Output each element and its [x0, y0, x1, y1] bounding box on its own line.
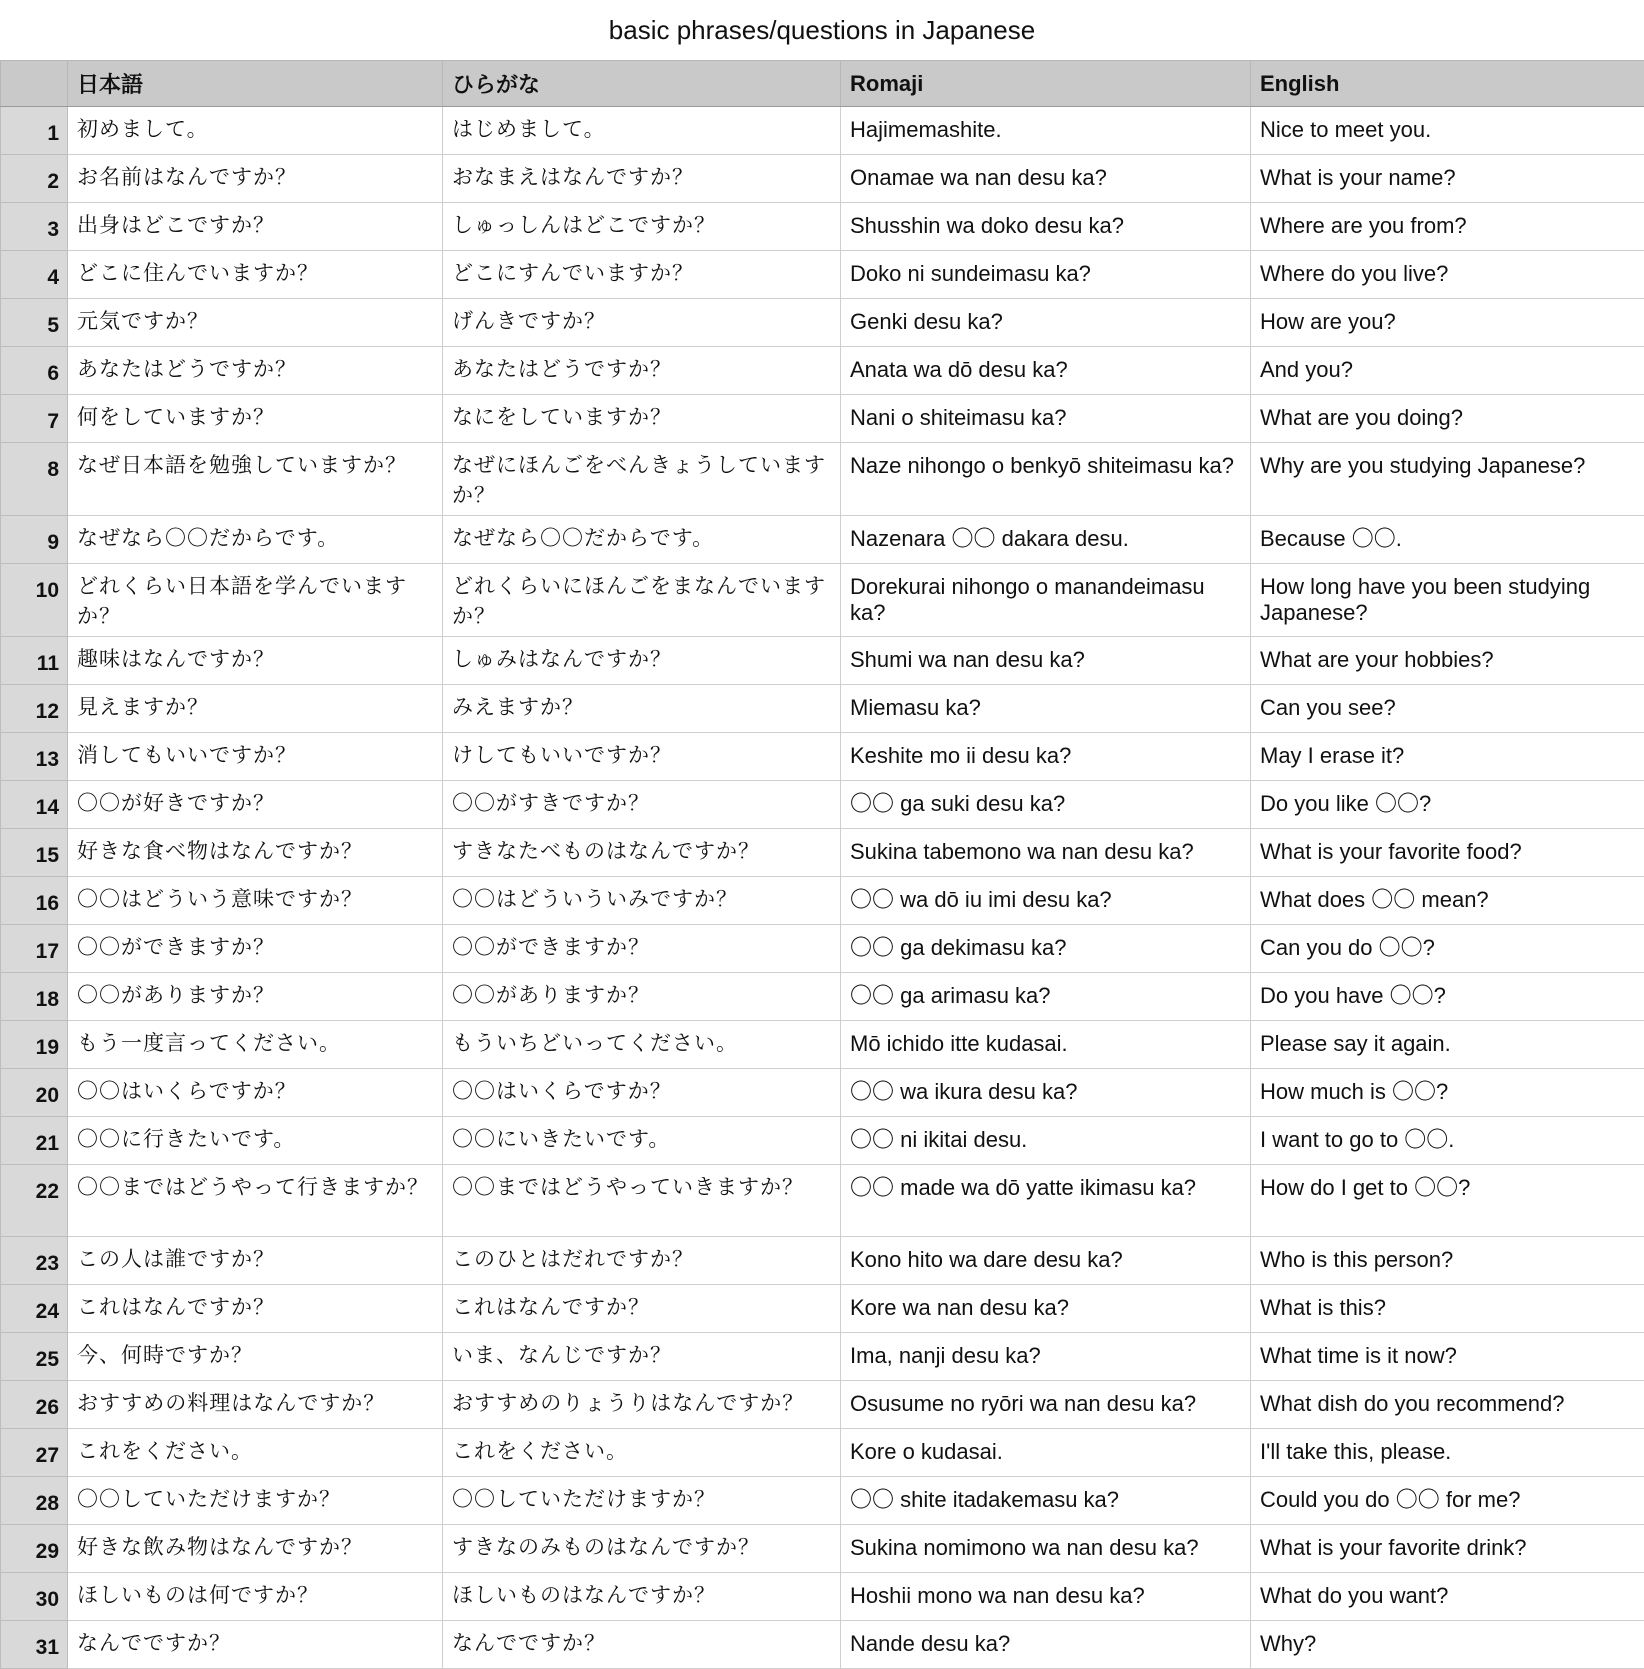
english-cell[interactable]: May I erase it?: [1251, 733, 1644, 781]
english-cell[interactable]: Do you like 〇〇?: [1251, 781, 1644, 829]
hiragana-cell[interactable]: すきなたべものはなんですか？: [443, 829, 841, 877]
table-row: [1, 564, 1644, 637]
sheet-title: basic phrases/questions in Japanese: [0, 8, 1644, 52]
row-number-cell[interactable]: 20: [1, 1069, 68, 1117]
japanese-cell[interactable]: 趣味はなんですか？: [68, 637, 443, 685]
romaji-cell[interactable]: Sukina nomimono wa nan desu ka?: [841, 1525, 1251, 1573]
row-number-cell[interactable]: 11: [1, 637, 68, 685]
hiragana-cell[interactable]: 〇〇がありますか？: [443, 973, 841, 1021]
romaji-cell[interactable]: Doko ni sundeimasu ka?: [841, 251, 1251, 299]
japanese-cell[interactable]: 〇〇はいくらですか？: [68, 1069, 443, 1117]
english-cell[interactable]: And you?: [1251, 347, 1644, 395]
hiragana-cell[interactable]: なにをしていますか？: [443, 395, 841, 443]
romaji-cell[interactable]: Shumi wa nan desu ka?: [841, 637, 1251, 685]
japanese-cell[interactable]: 今、何時ですか？: [68, 1333, 443, 1381]
japanese-cell[interactable]: なぜ日本語を勉強していますか？: [68, 443, 443, 516]
table-row: [1, 925, 1644, 973]
row-number-cell[interactable]: 27: [1, 1429, 68, 1477]
romaji-cell[interactable]: Osusume no ryōri wa nan desu ka?: [841, 1381, 1251, 1429]
japanese-cell[interactable]: 〇〇はどういう意味ですか？: [68, 877, 443, 925]
header-english[interactable]: English: [1251, 61, 1644, 107]
table-row: [1, 733, 1644, 781]
hiragana-cell[interactable]: 〇〇ができますか？: [443, 925, 841, 973]
hiragana-cell[interactable]: このひとはだれですか？: [443, 1237, 841, 1285]
romaji-cell[interactable]: Kore o kudasai.: [841, 1429, 1251, 1477]
table-row: [1, 973, 1644, 1021]
table-row: [1, 1381, 1644, 1429]
hiragana-cell[interactable]: これはなんですか？: [443, 1285, 841, 1333]
romaji-cell[interactable]: Onamae wa nan desu ka?: [841, 155, 1251, 203]
row-number-cell[interactable]: 19: [1, 1021, 68, 1069]
row-number-cell[interactable]: 22: [1, 1165, 68, 1237]
japanese-cell[interactable]: 好きな飲み物はなんですか？: [68, 1525, 443, 1573]
romaji-cell[interactable]: Kore wa nan desu ka?: [841, 1285, 1251, 1333]
row-number-cell[interactable]: 8: [1, 443, 68, 516]
row-number-cell[interactable]: 5: [1, 299, 68, 347]
header-romaji[interactable]: Romaji: [841, 61, 1251, 107]
table-row: [1, 1165, 1644, 1237]
row-number-cell[interactable]: 24: [1, 1285, 68, 1333]
japanese-cell[interactable]: 消してもいいですか？: [68, 733, 443, 781]
romaji-cell[interactable]: Miemasu ka?: [841, 685, 1251, 733]
row-number-cell[interactable]: 26: [1, 1381, 68, 1429]
table-row: [1, 781, 1644, 829]
row-number-cell[interactable]: 12: [1, 685, 68, 733]
row-number-cell[interactable]: 14: [1, 781, 68, 829]
table-row: [1, 155, 1644, 203]
hiragana-cell[interactable]: もういちどいってください。: [443, 1021, 841, 1069]
hiragana-cell[interactable]: 〇〇にいきたいです。: [443, 1117, 841, 1165]
hiragana-cell[interactable]: 〇〇はいくらですか？: [443, 1069, 841, 1117]
romaji-cell[interactable]: 〇〇 ga dekimasu ka?: [841, 925, 1251, 973]
romaji-cell[interactable]: Genki desu ka?: [841, 299, 1251, 347]
hiragana-cell[interactable]: これをください。: [443, 1429, 841, 1477]
english-cell[interactable]: I want to go to 〇〇.: [1251, 1117, 1644, 1165]
romaji-cell[interactable]: 〇〇 ga arimasu ka?: [841, 973, 1251, 1021]
english-cell[interactable]: How do I get to 〇〇?: [1251, 1165, 1644, 1237]
hiragana-cell[interactable]: 〇〇していただけますか？: [443, 1477, 841, 1525]
row-number-cell[interactable]: 21: [1, 1117, 68, 1165]
romaji-cell[interactable]: 〇〇 wa ikura desu ka?: [841, 1069, 1251, 1117]
japanese-cell[interactable]: これをください。: [68, 1429, 443, 1477]
table-row: [1, 1525, 1644, 1573]
english-cell[interactable]: Where are you from?: [1251, 203, 1644, 251]
table-row: [1, 1429, 1644, 1477]
row-number-cell[interactable]: 15: [1, 829, 68, 877]
english-cell[interactable]: Who is this person?: [1251, 1237, 1644, 1285]
english-cell[interactable]: How long have you been studying Japanese?: [1251, 564, 1644, 637]
hiragana-cell[interactable]: どこにすんでいますか？: [443, 251, 841, 299]
romaji-cell[interactable]: 〇〇 wa dō iu imi desu ka?: [841, 877, 1251, 925]
english-cell[interactable]: How much is 〇〇?: [1251, 1069, 1644, 1117]
table-row: [1, 395, 1644, 443]
hiragana-cell[interactable]: しゅみはなんですか？: [443, 637, 841, 685]
english-cell[interactable]: Please say it again.: [1251, 1021, 1644, 1069]
table-row: [1, 1069, 1644, 1117]
english-cell[interactable]: What does 〇〇 mean?: [1251, 877, 1644, 925]
english-cell[interactable]: What are your hobbies?: [1251, 637, 1644, 685]
hiragana-cell[interactable]: みえますか？: [443, 685, 841, 733]
table-row: [1, 1477, 1644, 1525]
romaji-cell[interactable]: Mō ichido itte kudasai.: [841, 1021, 1251, 1069]
english-cell[interactable]: Why?: [1251, 1621, 1644, 1669]
header-japanese[interactable]: 日本語: [68, 61, 443, 107]
japanese-cell[interactable]: お名前はなんですか？: [68, 155, 443, 203]
japanese-cell[interactable]: この人は誰ですか？: [68, 1237, 443, 1285]
romaji-cell[interactable]: Naze nihongo o benkyō shiteimasu ka?: [841, 443, 1251, 516]
english-cell[interactable]: Because 〇〇.: [1251, 516, 1644, 564]
table-row: [1, 516, 1644, 564]
table-row: [1, 347, 1644, 395]
table-row: [1, 203, 1644, 251]
row-number-cell[interactable]: 23: [1, 1237, 68, 1285]
table-row: [1, 107, 1644, 155]
row-number-cell[interactable]: 25: [1, 1333, 68, 1381]
japanese-cell[interactable]: あなたはどうですか？: [68, 347, 443, 395]
hiragana-cell[interactable]: どれくらいにほんごをまなんでいますか？: [443, 564, 841, 637]
hiragana-cell[interactable]: おすすめのりょうりはなんですか？: [443, 1381, 841, 1429]
english-cell[interactable]: Nice to meet you.: [1251, 107, 1644, 155]
japanese-cell[interactable]: なぜなら〇〇だからです。: [68, 516, 443, 564]
romaji-cell[interactable]: Anata wa dō desu ka?: [841, 347, 1251, 395]
english-cell[interactable]: Why are you studying Japanese?: [1251, 443, 1644, 516]
table-row: [1, 877, 1644, 925]
japanese-cell[interactable]: 何をしていますか？: [68, 395, 443, 443]
japanese-cell[interactable]: 見えますか？: [68, 685, 443, 733]
romaji-cell[interactable]: Hajimemashite.: [841, 107, 1251, 155]
english-cell[interactable]: What is your name?: [1251, 155, 1644, 203]
japanese-cell[interactable]: どれくらい日本語を学んでいますか？: [68, 564, 443, 637]
header-hiragana[interactable]: ひらがな: [443, 61, 841, 107]
english-cell[interactable]: Can you do 〇〇?: [1251, 925, 1644, 973]
row-number-cell[interactable]: 17: [1, 925, 68, 973]
romaji-cell[interactable]: Kono hito wa dare desu ka?: [841, 1237, 1251, 1285]
japanese-cell[interactable]: 〇〇まではどうやって行きますか？: [68, 1165, 443, 1237]
japanese-cell[interactable]: ほしいものは何ですか？: [68, 1573, 443, 1621]
row-number-cell[interactable]: 30: [1, 1573, 68, 1621]
romaji-cell[interactable]: Nani o shiteimasu ka?: [841, 395, 1251, 443]
japanese-cell[interactable]: 〇〇ができますか？: [68, 925, 443, 973]
hiragana-cell[interactable]: けしてもいいですか？: [443, 733, 841, 781]
row-number-cell[interactable]: 13: [1, 733, 68, 781]
japanese-cell[interactable]: 〇〇がありますか？: [68, 973, 443, 1021]
romaji-cell[interactable]: 〇〇 shite itadakemasu ka?: [841, 1477, 1251, 1525]
romaji-cell[interactable]: Nande desu ka?: [841, 1621, 1251, 1669]
romaji-cell[interactable]: Dorekurai nihongo o manandeimasu ka?: [841, 564, 1251, 637]
table-row: [1, 1021, 1644, 1069]
romaji-cell[interactable]: 〇〇 ga suki desu ka?: [841, 781, 1251, 829]
row-number-cell[interactable]: 2: [1, 155, 68, 203]
english-cell[interactable]: What time is it now?: [1251, 1333, 1644, 1381]
table-row: [1, 1573, 1644, 1621]
table-row: [1, 685, 1644, 733]
english-cell[interactable]: Do you have 〇〇?: [1251, 973, 1644, 1021]
romaji-cell[interactable]: 〇〇 made wa dō yatte ikimasu ka?: [841, 1165, 1251, 1237]
japanese-cell[interactable]: なんでですか？: [68, 1621, 443, 1669]
japanese-cell[interactable]: 出身はどこですか？: [68, 203, 443, 251]
table-row: [1, 1285, 1644, 1333]
row-number-cell[interactable]: 29: [1, 1525, 68, 1573]
row-number-cell[interactable]: 1: [1, 107, 68, 155]
romaji-cell[interactable]: Keshite mo ii desu ka?: [841, 733, 1251, 781]
hiragana-cell[interactable]: ほしいものはなんですか？: [443, 1573, 841, 1621]
row-number-cell[interactable]: 3: [1, 203, 68, 251]
header-row-number[interactable]: [1, 61, 68, 107]
table-row: [1, 299, 1644, 347]
hiragana-cell[interactable]: げんきですか？: [443, 299, 841, 347]
row-number-cell[interactable]: 28: [1, 1477, 68, 1525]
english-cell[interactable]: What dish do you recommend?: [1251, 1381, 1644, 1429]
row-number-cell[interactable]: 6: [1, 347, 68, 395]
table-row: [1, 637, 1644, 685]
english-cell[interactable]: I'll take this, please.: [1251, 1429, 1644, 1477]
english-cell[interactable]: How are you?: [1251, 299, 1644, 347]
hiragana-cell[interactable]: おなまえはなんですか？: [443, 155, 841, 203]
hiragana-cell[interactable]: すきなのみものはなんですか？: [443, 1525, 841, 1573]
japanese-cell[interactable]: 好きな食べ物はなんですか？: [68, 829, 443, 877]
table-row: [1, 829, 1644, 877]
english-cell[interactable]: What is this?: [1251, 1285, 1644, 1333]
english-cell[interactable]: Could you do 〇〇 for me?: [1251, 1477, 1644, 1525]
english-cell[interactable]: What do you want?: [1251, 1573, 1644, 1621]
row-number-cell[interactable]: 7: [1, 395, 68, 443]
row-number-cell[interactable]: 10: [1, 564, 68, 637]
table-body: [1, 107, 1644, 1669]
table-row: [1, 251, 1644, 299]
japanese-cell[interactable]: 初めまして。: [68, 107, 443, 155]
table-row: [1, 1117, 1644, 1165]
romaji-cell[interactable]: Hoshii mono wa nan desu ka?: [841, 1573, 1251, 1621]
hiragana-cell[interactable]: なぜにほんごをべんきょうしていますか？: [443, 443, 841, 516]
english-cell[interactable]: Can you see?: [1251, 685, 1644, 733]
hiragana-cell[interactable]: 〇〇はどういういみですか？: [443, 877, 841, 925]
english-cell[interactable]: What is your favorite food?: [1251, 829, 1644, 877]
hiragana-cell[interactable]: 〇〇まではどうやっていきますか？: [443, 1165, 841, 1237]
japanese-cell[interactable]: 〇〇に行きたいです。: [68, 1117, 443, 1165]
table-row: [1, 1621, 1644, 1669]
romaji-cell[interactable]: Ima, nanji desu ka?: [841, 1333, 1251, 1381]
romaji-cell[interactable]: Sukina tabemono wa nan desu ka?: [841, 829, 1251, 877]
hiragana-cell[interactable]: なぜなら〇〇だからです。: [443, 516, 841, 564]
row-number-cell[interactable]: 9: [1, 516, 68, 564]
english-cell[interactable]: Where do you live?: [1251, 251, 1644, 299]
hiragana-cell[interactable]: 〇〇がすきですか？: [443, 781, 841, 829]
hiragana-cell[interactable]: はじめまして。: [443, 107, 841, 155]
english-cell[interactable]: What is your favorite drink?: [1251, 1525, 1644, 1573]
row-number-cell[interactable]: 4: [1, 251, 68, 299]
row-number-cell[interactable]: 16: [1, 877, 68, 925]
table-row: [1, 1333, 1644, 1381]
phrases-table: [0, 60, 1644, 1669]
japanese-cell[interactable]: これはなんですか？: [68, 1285, 443, 1333]
japanese-cell[interactable]: おすすめの料理はなんですか？: [68, 1381, 443, 1429]
english-cell[interactable]: What are you doing?: [1251, 395, 1644, 443]
table-row: [1, 443, 1644, 516]
row-number-cell[interactable]: 31: [1, 1621, 68, 1669]
hiragana-cell[interactable]: あなたはどうですか？: [443, 347, 841, 395]
hiragana-cell[interactable]: いま、なんじですか？: [443, 1333, 841, 1381]
romaji-cell[interactable]: Shusshin wa doko desu ka?: [841, 203, 1251, 251]
japanese-cell[interactable]: 〇〇が好きですか？: [68, 781, 443, 829]
japanese-cell[interactable]: どこに住んでいますか？: [68, 251, 443, 299]
hiragana-cell[interactable]: なんでですか？: [443, 1621, 841, 1669]
header-row: [1, 61, 1644, 107]
japanese-cell[interactable]: 元気ですか？: [68, 299, 443, 347]
hiragana-cell[interactable]: しゅっしんはどこですか？: [443, 203, 841, 251]
japanese-cell[interactable]: 〇〇していただけますか？: [68, 1477, 443, 1525]
romaji-cell[interactable]: Nazenara 〇〇 dakara desu.: [841, 516, 1251, 564]
japanese-cell[interactable]: もう一度言ってください。: [68, 1021, 443, 1069]
table-row: [1, 1237, 1644, 1285]
row-number-cell[interactable]: 18: [1, 973, 68, 1021]
romaji-cell[interactable]: 〇〇 ni ikitai desu.: [841, 1117, 1251, 1165]
